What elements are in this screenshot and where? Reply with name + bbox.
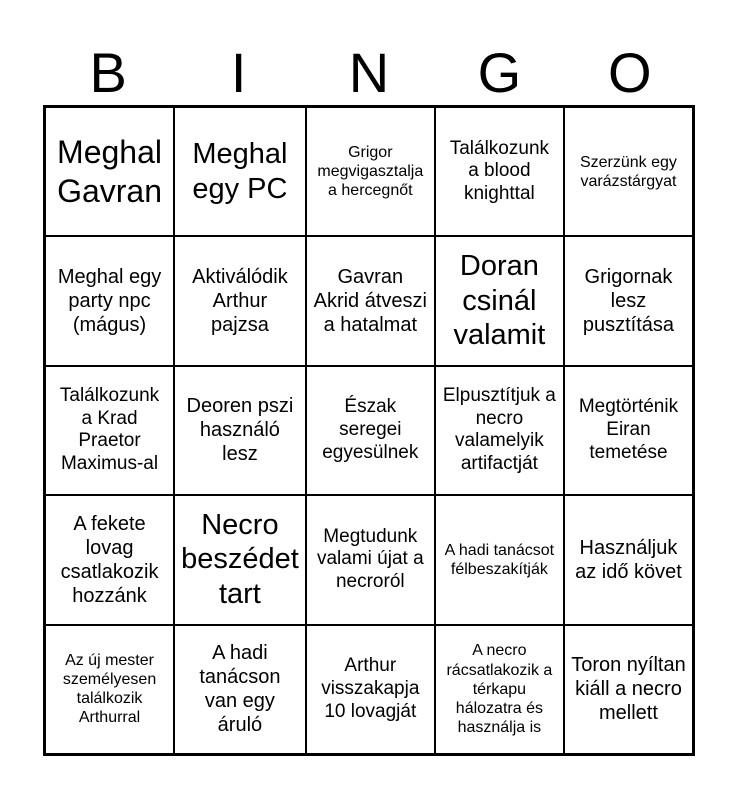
bingo-cell[interactable]: Arthur visszakapja 10 lovagját xyxy=(306,625,435,754)
header-letter-n: N xyxy=(348,41,390,104)
bingo-cell[interactable]: Gavran Akrid átveszi a hatalmat xyxy=(306,236,435,365)
bingo-cell[interactable]: Necro beszédet tart xyxy=(174,495,306,624)
header-letter-o: O xyxy=(608,41,652,104)
bingo-cell[interactable]: Toron nyíltan kiáll a necro mellett xyxy=(564,625,693,754)
bingo-cell[interactable]: Elpusztítjuk a necro valamelyik artifactját xyxy=(435,366,564,495)
bingo-cell[interactable]: Használjuk az idő követ xyxy=(564,495,693,624)
bingo-cell[interactable]: Grigor megvigasztalja a hercegnőt xyxy=(306,107,435,236)
bingo-cell[interactable]: A hadi tanácson van egy áruló xyxy=(174,625,306,754)
bingo-cell[interactable]: Deoren pszi használó lesz xyxy=(174,366,306,495)
header-letter-b: B xyxy=(89,41,127,104)
bingo-cell[interactable]: Észak seregei egyesülnek xyxy=(306,366,435,495)
header-letter-i: I xyxy=(230,41,247,104)
bingo-grid xyxy=(43,105,695,756)
bingo-header xyxy=(43,40,695,106)
header-letter-g: G xyxy=(477,41,522,104)
bingo-cell[interactable]: Megtörténik Eiran temetése xyxy=(564,366,693,495)
bingo-cell[interactable]: Aktiválódik Arthur pajzsa xyxy=(174,236,306,365)
bingo-cell[interactable]: Meghal Gavran xyxy=(45,107,174,236)
bingo-cell[interactable]: Megtudunk valami újat a necroról xyxy=(306,495,435,624)
bingo-cell[interactable]: Az új mester személyesen találkozik Arthurral xyxy=(45,625,174,754)
bingo-cell[interactable]: Grigornak lesz pusztítása xyxy=(564,236,693,365)
bingo-cell[interactable]: A fekete lovag csatlakozik hozzánk xyxy=(45,495,174,624)
bingo-cell[interactable]: Találkozunk a blood knighttal xyxy=(435,107,564,236)
bingo-cell[interactable]: A necro rácsatlakozik a térkapu hálozatra és használja is xyxy=(435,625,564,754)
bingo-cell[interactable]: Doran csinál valamit xyxy=(435,236,564,365)
bingo-cell[interactable]: Találkozunk a Krad Praetor Maximus-al xyxy=(45,366,174,495)
bingo-cell[interactable]: Szerzünk egy varázstárgyat xyxy=(564,107,693,236)
bingo-cell[interactable]: A hadi tanácsot félbeszakítják xyxy=(435,495,564,624)
bingo-cell[interactable]: Meghal egy PC xyxy=(174,107,306,236)
bingo-cell[interactable]: Meghal egy party npc (mágus) xyxy=(45,236,174,365)
